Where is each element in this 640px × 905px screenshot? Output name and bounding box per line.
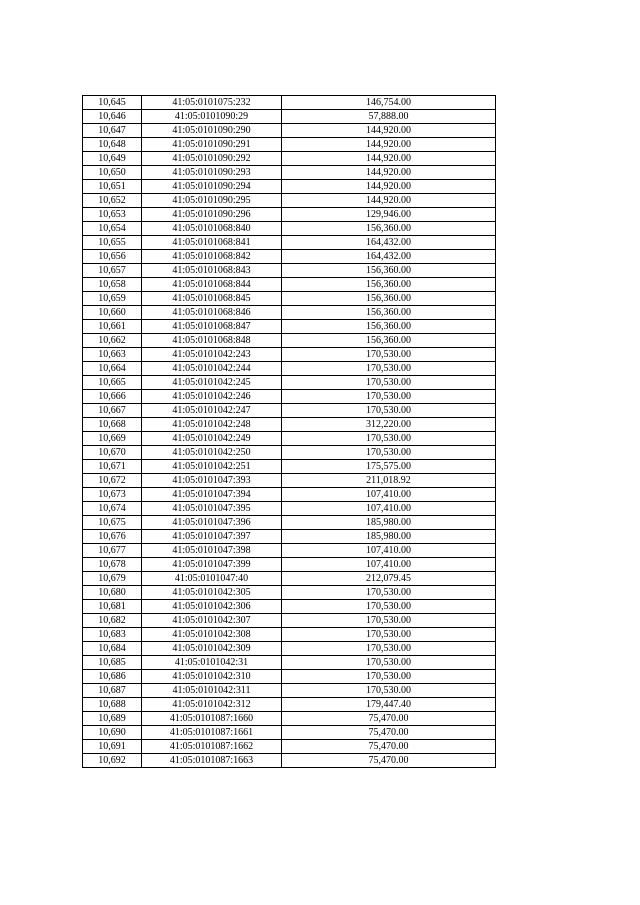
value-cell: 170,530.00 (282, 670, 496, 684)
value-cell: 185,980.00 (282, 530, 496, 544)
row-number-cell: 10,673 (83, 488, 142, 502)
cadastral-number-cell: 41:05:0101047:399 (142, 558, 282, 572)
table-row (83, 320, 496, 334)
table-row (83, 474, 496, 488)
table-body (83, 96, 496, 768)
table-row (83, 488, 496, 502)
value-cell: 156,360.00 (282, 306, 496, 320)
row-number-cell: 10,668 (83, 418, 142, 432)
table-row (83, 572, 496, 586)
row-number-cell: 10,654 (83, 222, 142, 236)
row-number-cell: 10,680 (83, 586, 142, 600)
table-row (83, 278, 496, 292)
value-cell: 212,079.45 (282, 572, 496, 586)
row-number-cell: 10,688 (83, 698, 142, 712)
cadastral-number-cell: 41:05:0101042:305 (142, 586, 282, 600)
cadastral-number-cell: 41:05:0101090:290 (142, 124, 282, 138)
row-number-cell: 10,687 (83, 684, 142, 698)
value-cell: 175,575.00 (282, 460, 496, 474)
value-cell: 170,530.00 (282, 642, 496, 656)
table-row (83, 628, 496, 642)
cadastral-number-cell: 41:05:0101075:232 (142, 96, 282, 110)
value-cell: 164,432.00 (282, 236, 496, 250)
cadastral-number-cell: 41:05:0101042:244 (142, 362, 282, 376)
value-cell: 211,018.92 (282, 474, 496, 488)
table-row (83, 726, 496, 740)
table-row (83, 306, 496, 320)
table-row (83, 460, 496, 474)
table-row (83, 656, 496, 670)
table-row (83, 642, 496, 656)
table-row (83, 236, 496, 250)
row-number-cell: 10,656 (83, 250, 142, 264)
row-number-cell: 10,676 (83, 530, 142, 544)
table-row (83, 684, 496, 698)
table-row (83, 138, 496, 152)
row-number-cell: 10,650 (83, 166, 142, 180)
table-row (83, 740, 496, 754)
row-number-cell: 10,655 (83, 236, 142, 250)
value-cell: 170,530.00 (282, 628, 496, 642)
row-number-cell: 10,672 (83, 474, 142, 488)
table-row (83, 264, 496, 278)
table-row (83, 600, 496, 614)
value-cell: 170,530.00 (282, 362, 496, 376)
cadastral-number-cell: 41:05:0101087:1660 (142, 712, 282, 726)
table-row (83, 348, 496, 362)
value-cell: 185,980.00 (282, 516, 496, 530)
value-cell: 107,410.00 (282, 558, 496, 572)
cadastral-number-cell: 41:05:0101042:251 (142, 460, 282, 474)
row-number-cell: 10,681 (83, 600, 142, 614)
table-row (83, 208, 496, 222)
cadastral-number-cell: 41:05:0101068:845 (142, 292, 282, 306)
value-cell: 75,470.00 (282, 740, 496, 754)
cadastral-number-cell: 41:05:0101068:841 (142, 236, 282, 250)
value-cell: 156,360.00 (282, 222, 496, 236)
cadastral-number-cell: 41:05:0101047:395 (142, 502, 282, 516)
value-cell: 170,530.00 (282, 348, 496, 362)
table-row (83, 404, 496, 418)
table-row (83, 292, 496, 306)
cadastral-number-cell: 41:05:0101090:29 (142, 110, 282, 124)
value-cell: 312,220.00 (282, 418, 496, 432)
table-row (83, 194, 496, 208)
value-cell: 170,530.00 (282, 586, 496, 600)
table-row (83, 754, 496, 768)
row-number-cell: 10,648 (83, 138, 142, 152)
value-cell: 144,920.00 (282, 194, 496, 208)
row-number-cell: 10,667 (83, 404, 142, 418)
cadastral-number-cell: 41:05:0101042:247 (142, 404, 282, 418)
row-number-cell: 10,649 (83, 152, 142, 166)
row-number-cell: 10,653 (83, 208, 142, 222)
value-cell: 146,754.00 (282, 96, 496, 110)
value-cell: 107,410.00 (282, 488, 496, 502)
value-cell: 57,888.00 (282, 110, 496, 124)
value-cell: 170,530.00 (282, 432, 496, 446)
table-row (83, 152, 496, 166)
cadastral-number-cell: 41:05:0101068:846 (142, 306, 282, 320)
row-number-cell: 10,679 (83, 572, 142, 586)
row-number-cell: 10,677 (83, 544, 142, 558)
table-row (83, 124, 496, 138)
cadastral-number-cell: 41:05:0101042:306 (142, 600, 282, 614)
cadastral-number-cell: 41:05:0101042:243 (142, 348, 282, 362)
table-row (83, 418, 496, 432)
table-row (83, 334, 496, 348)
table-row (83, 180, 496, 194)
value-cell: 156,360.00 (282, 278, 496, 292)
cadastral-number-cell: 41:05:0101042:31 (142, 656, 282, 670)
table-row (83, 96, 496, 110)
cadastral-number-cell: 41:05:0101068:844 (142, 278, 282, 292)
row-number-cell: 10,658 (83, 278, 142, 292)
row-number-cell: 10,684 (83, 642, 142, 656)
row-number-cell: 10,691 (83, 740, 142, 754)
row-number-cell: 10,665 (83, 376, 142, 390)
value-cell: 129,946.00 (282, 208, 496, 222)
table-row (83, 446, 496, 460)
cadastral-number-cell: 41:05:0101042:245 (142, 376, 282, 390)
value-cell: 156,360.00 (282, 320, 496, 334)
row-number-cell: 10,686 (83, 670, 142, 684)
value-cell: 144,920.00 (282, 180, 496, 194)
cadastral-number-cell: 41:05:0101087:1663 (142, 754, 282, 768)
value-cell: 170,530.00 (282, 656, 496, 670)
cadastral-number-cell: 41:05:0101068:842 (142, 250, 282, 264)
row-number-cell: 10,646 (83, 110, 142, 124)
cadastral-number-cell: 41:05:0101042:308 (142, 628, 282, 642)
row-number-cell: 10,651 (83, 180, 142, 194)
table-row (83, 222, 496, 236)
value-cell: 170,530.00 (282, 376, 496, 390)
table-row (83, 502, 496, 516)
row-number-cell: 10,674 (83, 502, 142, 516)
cadastral-number-cell: 41:05:0101042:248 (142, 418, 282, 432)
row-number-cell: 10,683 (83, 628, 142, 642)
row-number-cell: 10,669 (83, 432, 142, 446)
cadastral-number-cell: 41:05:0101068:840 (142, 222, 282, 236)
row-number-cell: 10,659 (83, 292, 142, 306)
cadastral-number-cell: 41:05:0101042:250 (142, 446, 282, 460)
table-row (83, 110, 496, 124)
cadastral-number-cell: 41:05:0101068:843 (142, 264, 282, 278)
value-cell: 170,530.00 (282, 614, 496, 628)
value-cell: 75,470.00 (282, 726, 496, 740)
cadastral-number-cell: 41:05:0101047:396 (142, 516, 282, 530)
table-row (83, 432, 496, 446)
row-number-cell: 10,663 (83, 348, 142, 362)
row-number-cell: 10,670 (83, 446, 142, 460)
cadastral-number-cell: 41:05:0101087:1662 (142, 740, 282, 754)
cadastral-number-cell: 41:05:0101068:848 (142, 334, 282, 348)
table-row (83, 390, 496, 404)
value-cell: 107,410.00 (282, 544, 496, 558)
cadastral-number-cell: 41:05:0101068:847 (142, 320, 282, 334)
value-cell: 144,920.00 (282, 138, 496, 152)
value-cell: 170,530.00 (282, 600, 496, 614)
row-number-cell: 10,664 (83, 362, 142, 376)
value-cell: 75,470.00 (282, 754, 496, 768)
table-row (83, 586, 496, 600)
table-row (83, 670, 496, 684)
cadastral-number-cell: 41:05:0101042:249 (142, 432, 282, 446)
row-number-cell: 10,685 (83, 656, 142, 670)
row-number-cell: 10,652 (83, 194, 142, 208)
table-row (83, 614, 496, 628)
cadastral-number-cell: 41:05:0101042:307 (142, 614, 282, 628)
row-number-cell: 10,647 (83, 124, 142, 138)
row-number-cell: 10,678 (83, 558, 142, 572)
row-number-cell: 10,662 (83, 334, 142, 348)
row-number-cell: 10,645 (83, 96, 142, 110)
row-number-cell: 10,666 (83, 390, 142, 404)
cadastral-number-cell: 41:05:0101090:291 (142, 138, 282, 152)
value-cell: 144,920.00 (282, 166, 496, 180)
value-cell: 170,530.00 (282, 446, 496, 460)
cadastral-number-cell: 41:05:0101047:394 (142, 488, 282, 502)
table-row (83, 362, 496, 376)
value-cell: 164,432.00 (282, 250, 496, 264)
cadastral-number-cell: 41:05:0101047:397 (142, 530, 282, 544)
value-cell: 179,447.40 (282, 698, 496, 712)
cadastral-number-cell: 41:05:0101042:310 (142, 670, 282, 684)
value-cell: 170,530.00 (282, 404, 496, 418)
cadastral-number-cell: 41:05:0101042:309 (142, 642, 282, 656)
value-cell: 156,360.00 (282, 292, 496, 306)
table-row (83, 166, 496, 180)
cadastral-number-cell: 41:05:0101042:246 (142, 390, 282, 404)
cadastral-number-cell: 41:05:0101090:292 (142, 152, 282, 166)
cadastral-number-cell: 41:05:0101042:311 (142, 684, 282, 698)
value-cell: 107,410.00 (282, 502, 496, 516)
cadastral-number-cell: 41:05:0101090:295 (142, 194, 282, 208)
value-cell: 144,920.00 (282, 124, 496, 138)
cadastral-number-cell: 41:05:0101047:393 (142, 474, 282, 488)
table-row (83, 712, 496, 726)
row-number-cell: 10,682 (83, 614, 142, 628)
table-row (83, 698, 496, 712)
table-row (83, 558, 496, 572)
cadastral-number-cell: 41:05:0101047:40 (142, 572, 282, 586)
table-row (83, 376, 496, 390)
row-number-cell: 10,690 (83, 726, 142, 740)
cadastral-number-cell: 41:05:0101087:1661 (142, 726, 282, 740)
cadastral-number-cell: 41:05:0101090:296 (142, 208, 282, 222)
table-row (83, 544, 496, 558)
table-row (83, 530, 496, 544)
cadastral-number-cell: 41:05:0101090:294 (142, 180, 282, 194)
row-number-cell: 10,661 (83, 320, 142, 334)
table-row (83, 250, 496, 264)
value-cell: 156,360.00 (282, 334, 496, 348)
table-row (83, 516, 496, 530)
value-cell: 144,920.00 (282, 152, 496, 166)
row-number-cell: 10,692 (83, 754, 142, 768)
row-number-cell: 10,657 (83, 264, 142, 278)
value-cell: 156,360.00 (282, 264, 496, 278)
row-number-cell: 10,660 (83, 306, 142, 320)
value-cell: 75,470.00 (282, 712, 496, 726)
row-number-cell: 10,675 (83, 516, 142, 530)
cadastral-number-cell: 41:05:0101047:398 (142, 544, 282, 558)
value-cell: 170,530.00 (282, 684, 496, 698)
data-table (82, 95, 496, 768)
row-number-cell: 10,671 (83, 460, 142, 474)
row-number-cell: 10,689 (83, 712, 142, 726)
value-cell: 170,530.00 (282, 390, 496, 404)
cadastral-number-cell: 41:05:0101090:293 (142, 166, 282, 180)
cadastral-number-cell: 41:05:0101042:312 (142, 698, 282, 712)
